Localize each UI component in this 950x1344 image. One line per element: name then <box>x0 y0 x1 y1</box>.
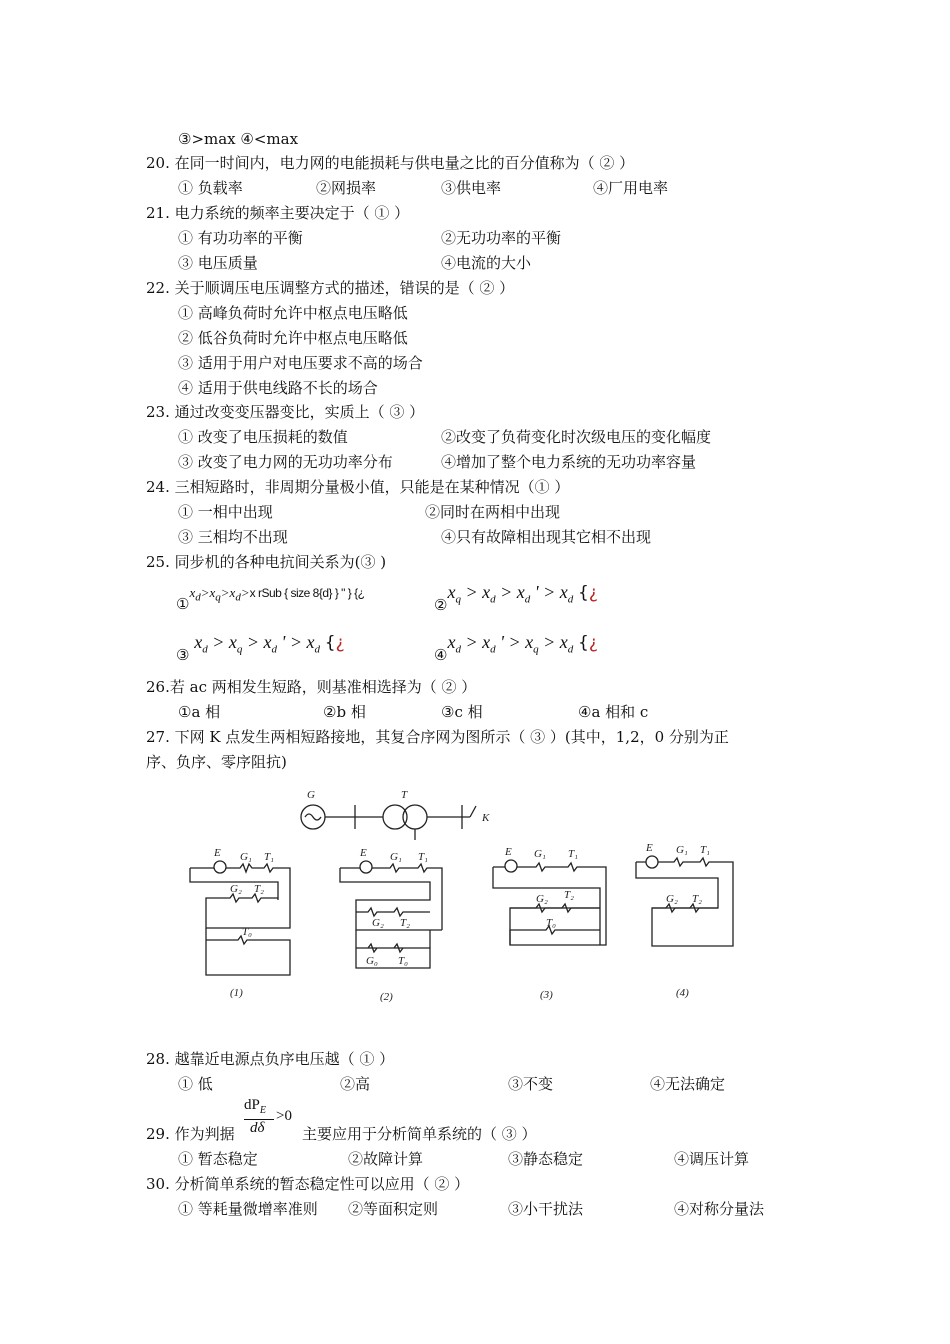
q30-opt1: ① 等耗量微增率准则 <box>178 1200 318 1218</box>
q28-opt1: ① 低 <box>178 1075 213 1093</box>
q29-opt2: ②故障计算 <box>348 1150 424 1168</box>
elem-label: G₂ <box>372 917 384 929</box>
elem-label: G₁ <box>676 844 688 856</box>
q28-opt2: ②高 <box>340 1075 371 1093</box>
q22-opt1: ① 高峰负荷时允许中枢点电压略低 <box>178 304 408 322</box>
q20-opt1: ① 负载率 <box>178 179 243 197</box>
elem-label: E <box>505 846 512 858</box>
elem-label: T₂ <box>692 893 702 905</box>
q26-opt4: ④a 相和 c <box>578 703 649 721</box>
q24-opt1: ① 一相中出现 <box>178 503 273 521</box>
q30-opt2: ②等面积定则 <box>348 1200 439 1218</box>
q20-opt3: ③供电率 <box>441 179 502 197</box>
elem-label: G₁ <box>534 848 546 860</box>
q24-stem: 24. 三相短路时，非周期分量极小值，只能是在某种情况（① ） <box>146 478 570 496</box>
elem-label: T₁ <box>568 848 578 860</box>
q29-opt1: ① 暂态稳定 <box>178 1150 258 1168</box>
q28-opt3: ③不变 <box>508 1075 554 1093</box>
elem-label: T₀ <box>242 926 252 938</box>
q24-opt4: ④只有故障相出现其它相不出现 <box>441 528 652 546</box>
q25-opt1: $①x_d>x_q>x_d>x$ rSub { size 8{d} } " } {¿ <box>176 585 365 613</box>
elem-label: G₀ <box>366 955 378 967</box>
q29-stem-post: 主要应用于分析简单系统的（ ③ ） <box>302 1125 537 1143</box>
q23-opt4: ④增加了整个电力系统的无功功率容量 <box>441 453 697 471</box>
elem-label: T₀ <box>546 917 556 929</box>
elem-label: T₀ <box>398 955 408 967</box>
q20-opt4: ④厂用电率 <box>593 179 669 197</box>
q26-opt3: ③c 相 <box>441 703 483 721</box>
q21-opt2: ②无功功率的平衡 <box>441 229 562 247</box>
elem-label: T₂ <box>400 917 410 929</box>
q29-opt3: ③静态稳定 <box>508 1150 584 1168</box>
q23-opt2: ②改变了负荷变化时次级电压的变化幅度 <box>441 428 712 446</box>
q20-stem: 20. 在同一时间内，电力网的电能损耗与供电量之比的百分值称为（ ② ） <box>146 154 635 172</box>
panel-label-1: (1) <box>230 987 243 999</box>
q22-stem: 22. 关于顺调压电压调整方式的描述，错误的是（ ② ） <box>146 279 515 297</box>
panel-label-2: (2) <box>380 991 393 1003</box>
elem-label: E <box>646 842 653 854</box>
elem-label: G₁ <box>390 851 402 863</box>
q26-opt1: ①a 相 <box>178 703 221 721</box>
panel-label-3: (3) <box>540 989 553 1001</box>
q28-opt4: ④无法确定 <box>650 1075 726 1093</box>
q27-stem-line2: 序、负序、零序阻抗) <box>146 753 287 771</box>
q22-opt3: ③ 适用于用户对电压要求不高的场合 <box>178 354 423 372</box>
q21-stem: 21. 电力系统的频率主要决定于（ ① ） <box>146 204 410 222</box>
q22-opt4: ④ 适用于供电线路不长的场合 <box>178 379 378 397</box>
q25-stem: 25. 同步机的各种电抗间关系为(③ ) <box>146 553 387 571</box>
q26-stem: 26.若 ac 两相发生短路，则基准相选择为（ ② ） <box>146 678 477 696</box>
q23-stem: 23. 通过改变变压器变比，实质上（ ③ ） <box>146 403 425 421</box>
fig-label-t: T <box>401 789 408 801</box>
q28-stem: 28. 越靠近电源点负序电压越（ ① ） <box>146 1050 395 1068</box>
q30-opt3: ③小干扰法 <box>508 1200 584 1218</box>
sequence-network-figure <box>180 780 760 1010</box>
q21-opt3: ③ 电压质量 <box>178 254 258 272</box>
q30-stem: 30. 分析简单系统的暂态稳定性可以应用（ ② ） <box>146 1175 470 1193</box>
q19-options: ③>max ④<max <box>178 130 299 148</box>
q24-opt2: ②同时在两相中出现 <box>425 503 561 521</box>
q23-opt3: ③ 改变了电力网的无功功率分布 <box>178 453 393 471</box>
q29-opt4: ④调压计算 <box>674 1150 750 1168</box>
elem-label: T₁ <box>700 844 710 856</box>
elem-label: G₂ <box>666 893 678 905</box>
q26-opt2: ②b 相 <box>323 703 366 721</box>
elem-label: G₂ <box>536 893 548 905</box>
q27-stem-line1: 27. 下网 K 点发生两相短路接地，其复合序网为图所示（ ③ ）(其中，1,2，0 分别为正 <box>146 728 729 746</box>
panel-label-4: (4) <box>676 987 689 999</box>
fig-label-k: K <box>482 812 490 824</box>
q20-opt2: ②网损率 <box>316 179 377 197</box>
q25-opt3: ③ $x_d > x_q > x_d$ ' > $x_d$ {¿ <box>176 632 345 664</box>
q29-stem-pre: 29. 作为判据 <box>146 1125 235 1143</box>
elem-label: G₂ <box>230 883 242 895</box>
q29-derivative: $dP_E$ dδ >0 <box>244 1097 292 1136</box>
elem-label: T₂ <box>564 889 574 901</box>
q30-opt4: ④对称分量法 <box>674 1200 765 1218</box>
fig-label-g: G <box>307 789 315 801</box>
elem-label: T₂ <box>254 883 264 895</box>
q23-opt1: ① 改变了电压损耗的数值 <box>178 428 348 446</box>
garbled-formula-text: x rSub { size 8{d} } " } {¿ <box>249 586 365 600</box>
elem-label: T₁ <box>264 851 274 863</box>
elem-label: E <box>360 847 367 859</box>
q21-opt4: ④电流的大小 <box>441 254 532 272</box>
q25-opt2: $②x_q > x_d > x_d$ ' > $x_d$ {¿ <box>434 582 598 614</box>
q25-opt4: $④x_d > x_d$ ' > $x_q > x_d$ {¿ <box>434 632 598 664</box>
q22-opt2: ② 低谷负荷时允许中枢点电压略低 <box>178 329 408 347</box>
elem-label: E <box>214 847 221 859</box>
elem-label: G₁ <box>240 851 252 863</box>
q21-opt1: ① 有功功率的平衡 <box>178 229 303 247</box>
elem-label: T₁ <box>418 851 428 863</box>
q24-opt3: ③ 三相均不出现 <box>178 528 288 546</box>
